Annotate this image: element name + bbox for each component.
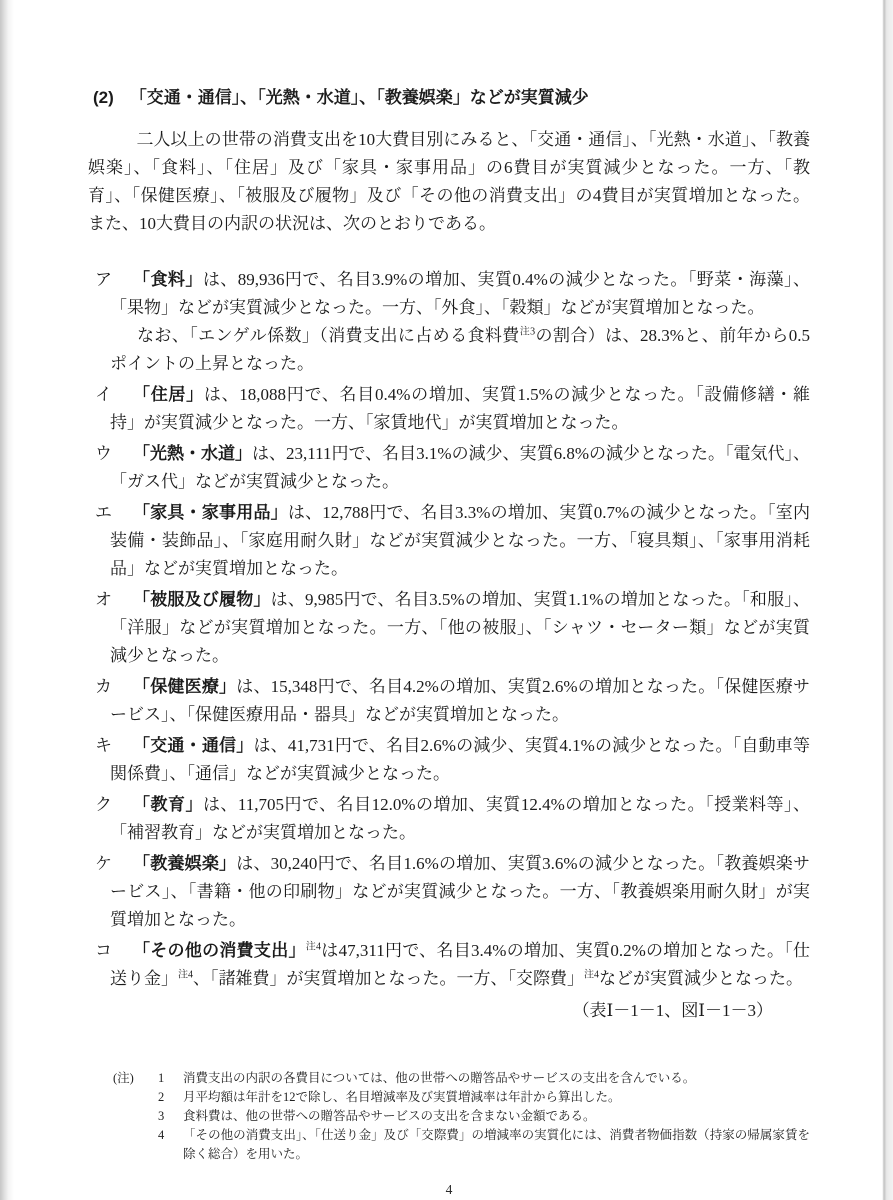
note-number: 2 — [158, 1090, 165, 1104]
intro-paragraph: 二人以上の世帯の消費支出を10大費目別にみると、「交通・通信」、「光熱・水道」、「教養娯楽」、「食料」、「住居」及び「家具・家事用品」の6費目が実質減少となった。一方、「教育」、「保健医療」、「被服及び履物」及び「その他の消費支出」の4費目が実質増加となった。また、10大費目の内訳の状況は、次のとおりである。 — [88, 130, 810, 233]
note-item — [158, 1069, 810, 1088]
note-text: 食料費は、他の世帯への贈答品やサービスの支出を含まない金額である。 — [183, 1109, 596, 1123]
item-text: は、11,705円で、名目12.0%の増加、実質12.4%の増加となった。「授業料等」、「補習教育」などが実質増加となった。 — [110, 795, 810, 842]
category-name: 「交通・通信」 — [133, 736, 254, 755]
section-number: (2) — [93, 88, 114, 107]
item-label: ア — [95, 270, 112, 289]
expense-items-list — [88, 266, 810, 993]
category-name: 「家具・家事用品」 — [133, 503, 288, 522]
item-text: は、12,788円で、名目3.3%の増加、実質0.7%の減少となった。「室内装備・装飾品」、「家庭用耐久財」などが実質減少となった。一方、「寝具類」、「家事用消耗品」などが実質増加となった。 — [110, 503, 811, 578]
item-text: は、41,731円で、名目2.6%の減少、実質4.1%の減少となった。「自動車等関係費」、「通信」などが実質減少となった。 — [110, 736, 810, 783]
page-content — [88, 84, 810, 1200]
notes-label: (注) — [113, 1071, 134, 1085]
item-paragraph — [110, 499, 810, 583]
item-label: ウ — [95, 444, 112, 463]
item-label: エ — [95, 503, 112, 522]
item-label: オ — [95, 590, 112, 609]
note-reference: 注3 — [519, 326, 536, 338]
note-item — [158, 1107, 810, 1126]
item-paragraph — [110, 440, 810, 496]
item-text: などが実質減少となった。 — [599, 969, 803, 988]
expense-item — [88, 440, 810, 496]
item-text: 、「諸雑費」が実質増加となった。一方、「交際費」 — [193, 969, 584, 988]
item-label: カ — [95, 677, 112, 696]
note-number: 4 — [158, 1128, 165, 1142]
item-paragraph — [110, 381, 810, 437]
category-name: 「食料」 — [133, 270, 203, 289]
expense-item — [88, 499, 810, 583]
notes-list — [158, 1069, 810, 1164]
note-item — [158, 1088, 810, 1107]
notes-section — [88, 1069, 810, 1164]
expense-item — [88, 586, 810, 670]
expense-item — [88, 266, 810, 378]
note-number: 3 — [158, 1109, 165, 1123]
category-name: 「住居」 — [133, 385, 204, 404]
item-paragraph — [110, 322, 810, 378]
item-paragraph — [110, 937, 810, 993]
category-name: 「保健医療」 — [133, 677, 237, 696]
category-name: 「光熱・水道」 — [133, 444, 253, 463]
section-title: 「交通・通信」、「光熱・水道」、「教養娯楽」などが実質減少 — [129, 88, 589, 107]
note-item — [158, 1126, 810, 1164]
category-name: 「教養娯楽」 — [133, 854, 237, 873]
expense-item — [88, 850, 810, 934]
note-text: 「その他の消費支出」、「仕送り金」及び「交際費」の増減率の実質化には、消費者物価指数（持家の帰属家賃を除く総合）を用いた。 — [183, 1128, 810, 1161]
item-paragraph — [110, 586, 810, 670]
note-number: 1 — [158, 1071, 165, 1085]
expense-item — [88, 673, 810, 729]
item-text: は、9,985円で、名目3.5%の増加、実質1.1%の増加となった。「和服」、「洋服」などが実質増加となった。一方、「他の被服」、「シャツ・セーター類」などが実質減少となった。 — [110, 590, 811, 665]
category-name: 「被服及び履物」 — [133, 590, 271, 609]
item-text: は、15,348円で、名目4.2%の増加、実質2.6%の増加となった。「保健医療サービス」、「保健医療用品・器具」などが実質増加となった。 — [110, 677, 811, 724]
category-name: 「教育」 — [133, 795, 203, 814]
item-text: は、89,936円で、名目3.9%の増加、実質0.4%の減少となった。「野菜・海藻」、「果物」などが実質減少となった。一方、「外食」、「穀類」などが実質増加となった。 — [110, 270, 811, 317]
page-right-edge-shadow — [878, 0, 893, 1200]
item-label: イ — [95, 385, 112, 404]
item-paragraph — [110, 732, 810, 788]
note-text: 月平均額は年計を12で除し、名目増減率及び実質増減率は年計から算出した。 — [183, 1090, 621, 1104]
section-heading — [93, 84, 810, 112]
expense-item — [88, 791, 810, 847]
item-text: は47,311円で、名目3.4%の増加、実質0.2%の増加となった。「仕送り金」 — [110, 941, 811, 988]
item-label: ケ — [95, 854, 112, 873]
item-paragraph — [110, 850, 810, 934]
item-label: ク — [95, 795, 112, 814]
item-paragraph — [110, 791, 810, 847]
item-text: は、23,111円で、名目3.1%の減少、実質6.8%の減少となった。「電気代」、「ガス代」などが実質減少となった。 — [110, 444, 810, 491]
category-name: 「その他の消費支出」 — [133, 941, 306, 960]
item-paragraph — [110, 673, 810, 729]
expense-item — [88, 732, 810, 788]
note-reference: 注4 — [584, 969, 599, 981]
item-text: なお、「エンゲル係数」（消費支出に占める食料費 — [137, 326, 520, 345]
note-text: 消費支出の内訳の各費目については、他の世帯への贈答品やサービスの支出を含んでいる。 — [183, 1071, 696, 1085]
item-paragraph — [110, 266, 810, 322]
page-number: 4 — [445, 1182, 453, 1197]
item-text: は、30,240円で、名目1.6%の増加、実質3.6%の減少となった。「教養娯楽サービス」、「書籍・他の印刷物」などが実質減少となった。一方、「教養娯楽用耐久財」が実質増加となった。 — [110, 854, 811, 929]
note-reference: 注4 — [178, 969, 193, 981]
reference-line: （表Ⅰ－1－1、図Ⅰ－1－3） — [572, 1001, 773, 1020]
page-left-edge-shadow — [0, 0, 14, 1200]
item-label: キ — [95, 736, 112, 755]
expense-item — [88, 381, 810, 437]
note-reference: 注4 — [305, 941, 322, 953]
item-text: は、18,088円で、名目0.4%の増加、実質1.5%の減少となった。「設備修繕・維持」が実質減少となった。一方、「家賃地代」が実質増加となった。 — [110, 385, 811, 432]
item-text: の割合）は、28.3%と、前年から0.5ポイントの上昇となった。 — [110, 326, 810, 373]
item-label: コ — [95, 941, 112, 960]
expense-item — [88, 937, 810, 993]
